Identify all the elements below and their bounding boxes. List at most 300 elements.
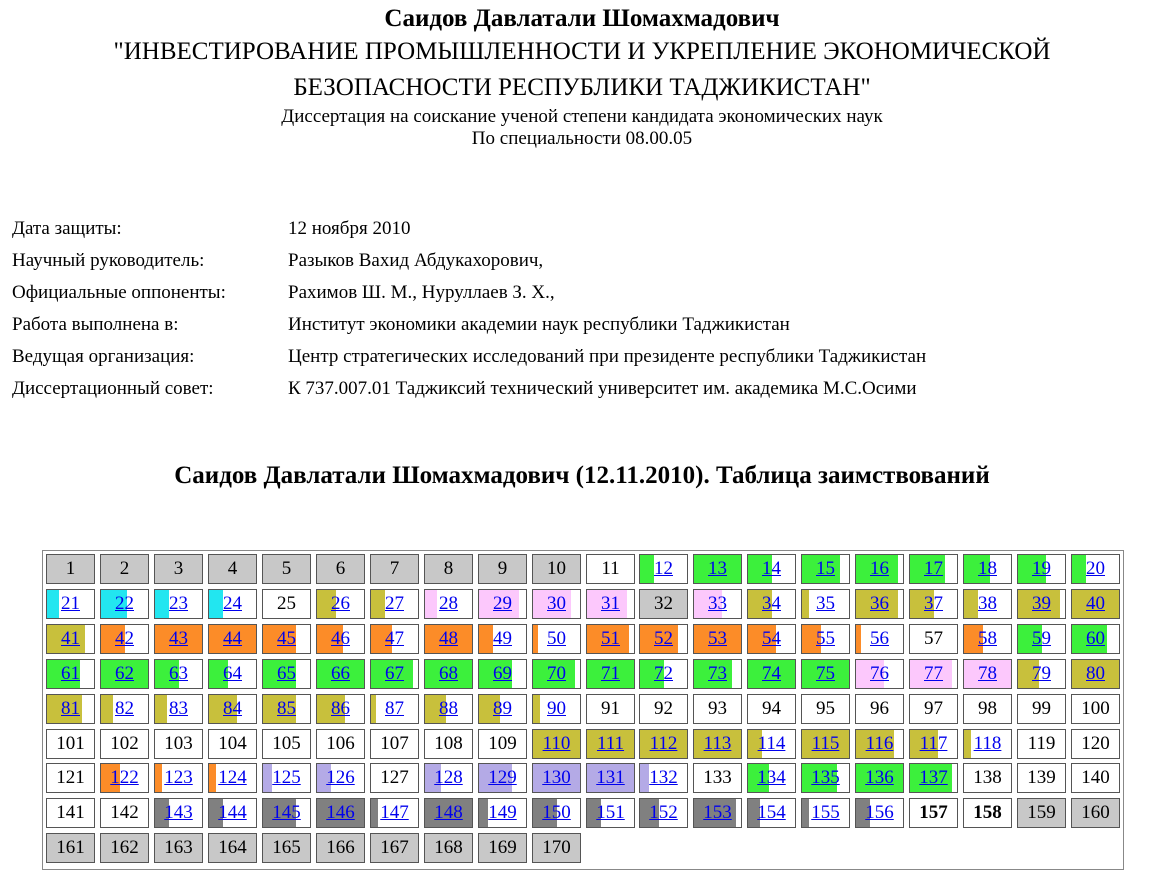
page-cell-140 xyxy=(1071,763,1120,793)
page-link[interactable]: 78 xyxy=(978,663,997,684)
page-link[interactable]: 33 xyxy=(708,593,727,614)
page-cell-86[interactable] xyxy=(316,694,365,724)
page-cell-55[interactable] xyxy=(801,624,850,654)
page-link[interactable]: 30 xyxy=(547,593,566,614)
page-cell-34[interactable] xyxy=(747,589,796,619)
page-link[interactable]: 137 xyxy=(919,767,948,788)
page-number: 106 xyxy=(326,733,355,754)
page-number: 11 xyxy=(601,558,620,579)
page-link[interactable]: 19 xyxy=(1032,558,1051,579)
page-link[interactable]: 69 xyxy=(493,663,512,684)
page-number: 140 xyxy=(1081,767,1110,788)
page-link[interactable]: 126 xyxy=(326,767,355,788)
page-cell-159 xyxy=(1017,798,1066,828)
page-link[interactable]: 86 xyxy=(331,698,350,719)
page-cell-127 xyxy=(370,763,419,793)
page-cell-48[interactable] xyxy=(424,624,473,654)
page-link[interactable]: 151 xyxy=(596,802,625,823)
page-cell-15[interactable] xyxy=(801,554,850,584)
page-cell-138 xyxy=(963,763,1012,793)
page-cell-90[interactable] xyxy=(532,694,581,724)
page-cell-53[interactable] xyxy=(693,624,742,654)
page-link[interactable]: 53 xyxy=(708,628,727,649)
page-number: 32 xyxy=(654,593,673,614)
page-cell-74[interactable] xyxy=(747,659,796,689)
page-cell-46[interactable] xyxy=(316,624,365,654)
page-cell-84[interactable] xyxy=(208,694,257,724)
page-cell-113[interactable] xyxy=(693,729,742,759)
page-cell-85[interactable] xyxy=(262,694,311,724)
page-link[interactable]: 13 xyxy=(708,558,727,579)
page-link[interactable]: 37 xyxy=(924,593,943,614)
page-number: 138 xyxy=(973,767,1002,788)
page-cell-126[interactable] xyxy=(316,763,365,793)
page-link[interactable]: 49 xyxy=(493,628,512,649)
page-cell-118[interactable] xyxy=(963,729,1012,759)
page-link[interactable]: 124 xyxy=(218,767,247,788)
page-cell-62[interactable] xyxy=(100,659,149,689)
page-cell-111[interactable] xyxy=(586,729,635,759)
page-cell-125[interactable] xyxy=(262,763,311,793)
page-number: 159 xyxy=(1027,802,1056,823)
page-link[interactable]: 39 xyxy=(1032,593,1051,614)
page-link[interactable]: 87 xyxy=(385,698,404,719)
page-link[interactable]: 65 xyxy=(277,663,296,684)
page-cell-117[interactable] xyxy=(909,729,958,759)
page-cell-67[interactable] xyxy=(370,659,419,689)
page-link[interactable]: 34 xyxy=(762,593,781,614)
page-link[interactable]: 149 xyxy=(488,802,517,823)
page-link[interactable]: 41 xyxy=(61,628,80,649)
page-cell-30[interactable] xyxy=(532,589,581,619)
info-value: К 737.007.01 Таджиксий технический университет им. академика М.С.Осими xyxy=(288,378,917,399)
page-cell-114[interactable] xyxy=(747,729,796,759)
page-link[interactable]: 150 xyxy=(542,802,571,823)
page-cell-66[interactable] xyxy=(316,659,365,689)
page-link[interactable]: 89 xyxy=(493,698,512,719)
page-cell-142 xyxy=(100,798,149,828)
page-cell-38[interactable] xyxy=(963,589,1012,619)
info-value: Центр стратегических исследований при президенте республики Таджикистан xyxy=(288,346,927,367)
page-cell-129[interactable] xyxy=(478,763,527,793)
page-cell-151[interactable] xyxy=(586,798,635,828)
page-cell-3 xyxy=(154,554,203,584)
page-link[interactable]: 152 xyxy=(649,802,678,823)
page-link[interactable]: 28 xyxy=(439,593,458,614)
page-number: 167 xyxy=(380,837,409,858)
page-link[interactable]: 84 xyxy=(223,698,242,719)
page-cell-2 xyxy=(100,554,149,584)
page-link[interactable]: 122 xyxy=(110,767,139,788)
page-cell-132[interactable] xyxy=(639,763,688,793)
page-cell-123[interactable] xyxy=(154,763,203,793)
page-link[interactable]: 26 xyxy=(331,593,350,614)
page-link[interactable]: 66 xyxy=(331,663,350,684)
page-link[interactable]: 135 xyxy=(811,767,840,788)
page-cell-16[interactable] xyxy=(855,554,904,584)
info-row xyxy=(12,277,926,309)
page-link[interactable]: 62 xyxy=(115,663,134,684)
page-link[interactable]: 51 xyxy=(601,628,620,649)
dissertation-title-line-2: БЕЗОПАСНОСТИ РЕСПУБЛИКИ ТАДЖИКИСТАН" xyxy=(293,74,871,101)
page-link[interactable]: 136 xyxy=(865,767,894,788)
page-cell-156[interactable] xyxy=(855,798,904,828)
page-number: 168 xyxy=(434,837,463,858)
page-link[interactable]: 128 xyxy=(434,767,463,788)
page-cell-35[interactable] xyxy=(801,589,850,619)
page-cell-83[interactable] xyxy=(154,694,203,724)
page-link[interactable]: 154 xyxy=(757,802,786,823)
page-cell-69[interactable] xyxy=(478,659,527,689)
page-link[interactable]: 42 xyxy=(115,628,134,649)
page-link[interactable]: 85 xyxy=(277,698,296,719)
borrowings-table-title: Саидов Давлатали Шомахмадович (12.11.2010). Таблица заимствований xyxy=(174,462,990,489)
page-link[interactable]: 118 xyxy=(973,733,1002,754)
page-link[interactable]: 12 xyxy=(654,558,673,579)
page-link[interactable]: 72 xyxy=(654,663,673,684)
page-cell-149[interactable] xyxy=(478,798,527,828)
page-number: 158 xyxy=(973,802,1002,823)
page-cell-157 xyxy=(909,798,958,828)
page-cell-115[interactable] xyxy=(801,729,850,759)
page-cell-58[interactable] xyxy=(963,624,1012,654)
page-cell-52[interactable] xyxy=(639,624,688,654)
page-link[interactable]: 20 xyxy=(1086,558,1105,579)
page-cell-81[interactable] xyxy=(46,694,95,724)
page-cell-152[interactable] xyxy=(639,798,688,828)
page-cell-60[interactable] xyxy=(1071,624,1120,654)
page-link[interactable]: 111 xyxy=(596,733,625,754)
page-cell-124[interactable] xyxy=(208,763,257,793)
page-link[interactable]: 61 xyxy=(61,663,80,684)
page-cell-88[interactable] xyxy=(424,694,473,724)
page-link[interactable]: 47 xyxy=(385,628,404,649)
page-cell-45[interactable] xyxy=(262,624,311,654)
page-cell-73[interactable] xyxy=(693,659,742,689)
page-cell-163 xyxy=(154,833,203,863)
page-cell-51[interactable] xyxy=(586,624,635,654)
page-cell-70[interactable] xyxy=(532,659,581,689)
page-number: 96 xyxy=(870,698,889,719)
page-number: 104 xyxy=(218,733,247,754)
page-link[interactable]: 54 xyxy=(762,628,781,649)
page-cell-116[interactable] xyxy=(855,729,904,759)
page-number: 161 xyxy=(56,837,85,858)
page-link[interactable]: 113 xyxy=(703,733,732,754)
info-label: Дата защиты: xyxy=(12,218,122,239)
page-number: 7 xyxy=(389,558,400,579)
page-link[interactable]: 31 xyxy=(601,593,620,614)
page-cell-102 xyxy=(100,729,149,759)
page-link[interactable]: 16 xyxy=(870,558,889,579)
page-link[interactable]: 90 xyxy=(547,698,566,719)
page-cell-14[interactable] xyxy=(747,554,796,584)
page-number: 160 xyxy=(1081,802,1110,823)
page-link[interactable]: 75 xyxy=(816,663,835,684)
page-cell-56[interactable] xyxy=(855,624,904,654)
page-cell-61[interactable] xyxy=(46,659,95,689)
page-cell-65[interactable] xyxy=(262,659,311,689)
page-link[interactable]: 143 xyxy=(164,802,193,823)
page-cell-147[interactable] xyxy=(370,798,419,828)
page-link[interactable]: 144 xyxy=(218,802,247,823)
page-cell-158 xyxy=(963,798,1012,828)
page-link[interactable]: 40 xyxy=(1086,593,1105,614)
page-link[interactable]: 155 xyxy=(811,802,840,823)
page-link[interactable]: 70 xyxy=(547,663,566,684)
page-cell-18[interactable] xyxy=(963,554,1012,584)
page-cell-95 xyxy=(801,694,850,724)
page-cell-17[interactable] xyxy=(909,554,958,584)
page-link[interactable]: 153 xyxy=(703,802,732,823)
page-link[interactable]: 123 xyxy=(164,767,193,788)
info-row xyxy=(12,245,926,277)
page-cell-47[interactable] xyxy=(370,624,419,654)
page-cell-105 xyxy=(262,729,311,759)
page-number: 162 xyxy=(110,837,139,858)
page-link[interactable]: 67 xyxy=(385,663,404,684)
page-cell-23[interactable] xyxy=(154,589,203,619)
page-cell-49[interactable] xyxy=(478,624,527,654)
page-cell-134[interactable] xyxy=(747,763,796,793)
page-cell-71[interactable] xyxy=(586,659,635,689)
page-link[interactable]: 18 xyxy=(978,558,997,579)
page-cell-36[interactable] xyxy=(855,589,904,619)
page-cell-168 xyxy=(424,833,473,863)
page-link[interactable]: 21 xyxy=(61,593,80,614)
page-link[interactable]: 117 xyxy=(919,733,948,754)
page-cell-28[interactable] xyxy=(424,589,473,619)
page-cell-98 xyxy=(963,694,1012,724)
page-link[interactable]: 125 xyxy=(272,767,301,788)
page-link[interactable]: 64 xyxy=(223,663,242,684)
page-cell-108 xyxy=(424,729,473,759)
page-cell-110[interactable] xyxy=(532,729,581,759)
page-link[interactable]: 48 xyxy=(439,628,458,649)
page-cell-63[interactable] xyxy=(154,659,203,689)
page-cell-77[interactable] xyxy=(909,659,958,689)
page-cell-130[interactable] xyxy=(532,763,581,793)
page-cell-131[interactable] xyxy=(586,763,635,793)
page-link[interactable]: 24 xyxy=(223,593,242,614)
page-cell-4 xyxy=(208,554,257,584)
page-cell-101 xyxy=(46,729,95,759)
page-cell-137[interactable] xyxy=(909,763,958,793)
page-cell-144[interactable] xyxy=(208,798,257,828)
page-cell-44[interactable] xyxy=(208,624,257,654)
page-link[interactable]: 76 xyxy=(870,663,889,684)
page-number: 10 xyxy=(547,558,566,579)
page-number: 98 xyxy=(978,698,997,719)
page-link[interactable]: 115 xyxy=(811,733,840,754)
page-cell-50[interactable] xyxy=(532,624,581,654)
page-link[interactable]: 38 xyxy=(978,593,997,614)
page-link[interactable]: 74 xyxy=(762,663,781,684)
page-cell-146[interactable] xyxy=(316,798,365,828)
page-link[interactable]: 46 xyxy=(331,628,350,649)
page-number: 4 xyxy=(227,558,238,579)
page-cell-24[interactable] xyxy=(208,589,257,619)
page-link[interactable]: 110 xyxy=(542,733,571,754)
page-link[interactable]: 50 xyxy=(547,628,566,649)
page-cell-54[interactable] xyxy=(747,624,796,654)
page-link[interactable]: 71 xyxy=(601,663,620,684)
page-link[interactable]: 59 xyxy=(1032,628,1051,649)
page-cell-22[interactable] xyxy=(100,589,149,619)
info-table xyxy=(12,213,926,405)
page-number: 57 xyxy=(924,628,943,649)
page-link[interactable]: 114 xyxy=(757,733,786,754)
page-link[interactable]: 116 xyxy=(865,733,894,754)
page-cell-154[interactable] xyxy=(747,798,796,828)
page-cell-64[interactable] xyxy=(208,659,257,689)
page-cell-21[interactable] xyxy=(46,589,95,619)
page-number: 3 xyxy=(173,558,184,579)
page-cell-43[interactable] xyxy=(154,624,203,654)
page-link[interactable]: 17 xyxy=(924,558,943,579)
page-link[interactable]: 43 xyxy=(169,628,188,649)
page-cell-128[interactable] xyxy=(424,763,473,793)
info-label: Диссертационный совет: xyxy=(12,378,214,399)
page-cell-40[interactable] xyxy=(1071,589,1120,619)
page-cell-104 xyxy=(208,729,257,759)
page-cell-93 xyxy=(693,694,742,724)
page-number: 121 xyxy=(56,767,85,788)
page-link[interactable]: 63 xyxy=(169,663,188,684)
page-cell-11 xyxy=(586,554,635,584)
page-link[interactable]: 15 xyxy=(816,558,835,579)
page-cell-76[interactable] xyxy=(855,659,904,689)
info-label: Работа выполнена в: xyxy=(12,314,179,335)
page-link[interactable]: 52 xyxy=(654,628,673,649)
page-cell-136[interactable] xyxy=(855,763,904,793)
page-cell-112[interactable] xyxy=(639,729,688,759)
page-cell-92 xyxy=(639,694,688,724)
page-cell-139 xyxy=(1017,763,1066,793)
page-link[interactable]: 83 xyxy=(169,698,188,719)
page-link[interactable]: 82 xyxy=(115,698,134,719)
page-link[interactable]: 80 xyxy=(1086,663,1105,684)
page-cell-153[interactable] xyxy=(693,798,742,828)
page-cell-80[interactable] xyxy=(1071,659,1120,689)
page-cell-41[interactable] xyxy=(46,624,95,654)
page-link[interactable]: 56 xyxy=(870,628,889,649)
page-cell-20[interactable] xyxy=(1071,554,1120,584)
page-link[interactable]: 145 xyxy=(272,802,301,823)
page-cell-87[interactable] xyxy=(370,694,419,724)
page-link[interactable]: 146 xyxy=(326,802,355,823)
info-label: Официальные оппоненты: xyxy=(12,282,226,303)
page-link[interactable]: 44 xyxy=(223,628,242,649)
page-number: 165 xyxy=(272,837,301,858)
page-number: 95 xyxy=(816,698,835,719)
page-link[interactable]: 81 xyxy=(61,698,80,719)
page-link[interactable]: 88 xyxy=(439,698,458,719)
page-cell-89[interactable] xyxy=(478,694,527,724)
page-link[interactable]: 129 xyxy=(488,767,517,788)
page-link[interactable]: 36 xyxy=(870,593,889,614)
page-number: 157 xyxy=(919,802,948,823)
page-cell-27[interactable] xyxy=(370,589,419,619)
page-number: 9 xyxy=(497,558,508,579)
page-link[interactable]: 55 xyxy=(816,628,835,649)
page-link[interactable]: 29 xyxy=(493,593,512,614)
page-cell-155[interactable] xyxy=(801,798,850,828)
page-link[interactable]: 22 xyxy=(115,593,134,614)
page-link[interactable]: 156 xyxy=(865,802,894,823)
page-cell-26[interactable] xyxy=(316,589,365,619)
page-cell-29[interactable] xyxy=(478,589,527,619)
page-number: 100 xyxy=(1081,698,1110,719)
page-cell-145[interactable] xyxy=(262,798,311,828)
page-cell-68[interactable] xyxy=(424,659,473,689)
page-cell-12[interactable] xyxy=(639,554,688,584)
page-cell-78[interactable] xyxy=(963,659,1012,689)
page-cell-122[interactable] xyxy=(100,763,149,793)
page-link[interactable]: 147 xyxy=(380,802,409,823)
page-cell-31[interactable] xyxy=(586,589,635,619)
page-cell-148[interactable] xyxy=(424,798,473,828)
page-link[interactable]: 68 xyxy=(439,663,458,684)
page-link[interactable]: 134 xyxy=(757,767,786,788)
page-cell-79[interactable] xyxy=(1017,659,1066,689)
page-cell-33[interactable] xyxy=(693,589,742,619)
page-cell-72[interactable] xyxy=(639,659,688,689)
page-cell-9 xyxy=(478,554,527,584)
page-link[interactable]: 14 xyxy=(762,558,781,579)
page-link[interactable]: 77 xyxy=(924,663,943,684)
page-cell-109 xyxy=(478,729,527,759)
page-link[interactable]: 79 xyxy=(1032,663,1051,684)
page-cell-59[interactable] xyxy=(1017,624,1066,654)
page-cell-10 xyxy=(532,554,581,584)
info-label: Научный руководитель: xyxy=(12,250,205,271)
page-number: 6 xyxy=(335,558,346,579)
page-number: 127 xyxy=(380,767,409,788)
page-cell-37[interactable] xyxy=(909,589,958,619)
page-cell-42[interactable] xyxy=(100,624,149,654)
page-number: 141 xyxy=(56,802,85,823)
page-number: 164 xyxy=(218,837,247,858)
page-link[interactable]: 130 xyxy=(542,767,571,788)
page-cell-39[interactable] xyxy=(1017,589,1066,619)
page-link[interactable]: 131 xyxy=(596,767,625,788)
page-cell-143[interactable] xyxy=(154,798,203,828)
page-number: 102 xyxy=(110,733,139,754)
page-cell-135[interactable] xyxy=(801,763,850,793)
page-number: 97 xyxy=(924,698,943,719)
page-link[interactable]: 112 xyxy=(649,733,678,754)
page-cell-82[interactable] xyxy=(100,694,149,724)
page-cell-160 xyxy=(1071,798,1120,828)
page-link[interactable]: 58 xyxy=(978,628,997,649)
page-link[interactable]: 45 xyxy=(277,628,296,649)
page-link[interactable]: 23 xyxy=(169,593,188,614)
page-link[interactable]: 73 xyxy=(708,663,727,684)
page-link[interactable]: 132 xyxy=(649,767,678,788)
page-link[interactable]: 60 xyxy=(1086,628,1105,649)
page-number: 109 xyxy=(488,733,517,754)
page-cell-150[interactable] xyxy=(532,798,581,828)
page-cell-19[interactable] xyxy=(1017,554,1066,584)
page-cell-13[interactable] xyxy=(693,554,742,584)
page-cell-75[interactable] xyxy=(801,659,850,689)
page-cell-164 xyxy=(208,833,257,863)
page-link[interactable]: 27 xyxy=(385,593,404,614)
specialty-text: По специальности 08.00.05 xyxy=(471,128,693,149)
page-link[interactable]: 35 xyxy=(816,593,835,614)
page-link[interactable]: 148 xyxy=(434,802,463,823)
